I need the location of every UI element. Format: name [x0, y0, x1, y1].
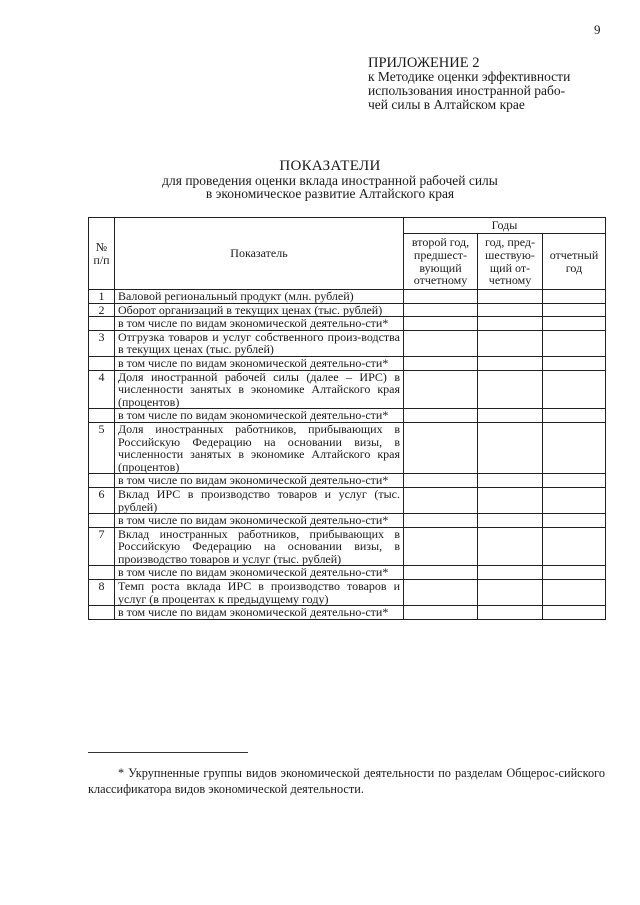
row-value-cell — [404, 303, 478, 317]
row-value-cell — [404, 527, 478, 566]
row-indicator: Доля иностранных работников, прибывающих в Российскую Федерацию на основании визы, в численности занятых в экономике Алтайского края (процентов) — [115, 422, 404, 473]
row-value-cell — [543, 474, 606, 488]
row-value-cell — [478, 303, 543, 317]
year-col-header: год, пред-шествую-щий от-четному — [478, 234, 543, 290]
table-row — [89, 474, 606, 488]
row-value-cell — [404, 290, 478, 304]
row-value-cell — [478, 606, 543, 620]
row-value-cell — [543, 317, 606, 331]
row-number — [89, 409, 115, 423]
row-value-cell — [543, 330, 606, 356]
row-value-cell — [543, 409, 606, 423]
row-indicator: Оборот организаций в текущих ценах (тыс. рублей) — [115, 303, 404, 317]
row-number — [89, 474, 115, 488]
row-number: 5 — [89, 422, 115, 473]
row-indicator: в том числе по видам экономической деятельно-сти* — [115, 566, 404, 580]
row-number: 3 — [89, 330, 115, 356]
footnote-separator — [88, 752, 248, 753]
row-value-cell — [543, 303, 606, 317]
row-value-cell — [543, 527, 606, 566]
row-number — [89, 356, 115, 370]
row-value-cell — [543, 514, 606, 528]
table-row — [89, 580, 606, 606]
row-value-cell — [478, 514, 543, 528]
table-row — [89, 330, 606, 356]
heading-title: ПОКАЗАТЕЛИ — [279, 158, 381, 174]
row-value-cell — [478, 474, 543, 488]
row-number — [89, 566, 115, 580]
row-indicator: Вклад иностранных работников, прибывающих в Российскую Федерацию на основании визы, в производство товаров и услуг (тыс. рублей) — [115, 527, 404, 566]
row-value-cell — [478, 370, 543, 409]
table-row — [89, 487, 606, 513]
col-indicator-header: Показатель — [115, 218, 404, 290]
row-number: 4 — [89, 370, 115, 409]
appendix-title: ПРИЛОЖЕНИЕ 2 — [368, 55, 480, 71]
row-indicator: Вклад ИРС в производство товаров и услуг (тыс. рублей) — [115, 487, 404, 513]
col-years-header: Годы — [404, 218, 606, 234]
row-value-cell — [543, 356, 606, 370]
document-heading — [90, 160, 570, 201]
heading-line: для проведения оценки вклада иностранной рабочей силы — [162, 172, 498, 188]
row-value-cell — [478, 422, 543, 473]
table-row — [89, 409, 606, 423]
col-number-header: № п/п — [89, 218, 115, 290]
row-value-cell — [543, 370, 606, 409]
row-indicator: в том числе по видам экономической деятельно-сти* — [115, 317, 404, 331]
row-value-cell — [404, 422, 478, 473]
year-col-header: второй год, предшест-вующий отчетному — [404, 234, 478, 290]
row-number: 7 — [89, 527, 115, 566]
row-value-cell — [478, 290, 543, 304]
row-indicator: в том числе по видам экономической деятельно-сти* — [115, 474, 404, 488]
row-indicator: в том числе по видам экономической деятельно-сти* — [115, 409, 404, 423]
footnote: * Укрупненные группы видов экономической деятельности по разделам Общерос-сийского классификатора видов экономической деятельности. — [88, 766, 605, 796]
row-value-cell — [404, 330, 478, 356]
row-value-cell — [404, 566, 478, 580]
appendix-line: к Методике оценки эффективности — [368, 69, 571, 84]
indicators-table — [88, 217, 606, 620]
table-row — [89, 527, 606, 566]
row-value-cell — [478, 356, 543, 370]
row-value-cell — [404, 474, 478, 488]
row-indicator: в том числе по видам экономической деятельно-сти* — [115, 514, 404, 528]
row-value-cell — [404, 580, 478, 606]
row-indicator: Доля иностранной рабочей силы (далее – ИРС) в численности занятых в экономике Алтайского края (процентов) — [115, 370, 404, 409]
page-number: 9 — [594, 22, 601, 37]
row-number: 2 — [89, 303, 115, 317]
appendix-line: чей силы в Алтайском крае — [368, 97, 525, 112]
table-row — [89, 370, 606, 409]
row-value-cell — [543, 580, 606, 606]
row-number — [89, 606, 115, 620]
row-value-cell — [404, 514, 478, 528]
row-number: 6 — [89, 487, 115, 513]
table-row — [89, 356, 606, 370]
row-number: 1 — [89, 290, 115, 304]
table-row — [89, 422, 606, 473]
row-value-cell — [543, 290, 606, 304]
row-value-cell — [543, 487, 606, 513]
row-number — [89, 317, 115, 331]
table-row — [89, 514, 606, 528]
row-value-cell — [543, 422, 606, 473]
row-value-cell — [478, 409, 543, 423]
row-number: 8 — [89, 580, 115, 606]
row-value-cell — [404, 370, 478, 409]
row-value-cell — [478, 580, 543, 606]
row-value-cell — [478, 317, 543, 331]
table-row — [89, 303, 606, 317]
row-indicator: в том числе по видам экономической деятельно-сти* — [115, 356, 404, 370]
row-value-cell — [543, 566, 606, 580]
row-value-cell — [404, 606, 478, 620]
row-indicator: Валовой региональный продукт (млн. рублей) — [115, 290, 404, 304]
table-row — [89, 606, 606, 620]
table-row — [89, 566, 606, 580]
row-value-cell — [478, 487, 543, 513]
row-value-cell — [404, 317, 478, 331]
appendix-line: использования иностранной рабо- — [368, 83, 566, 98]
row-indicator: Темп роста вклада ИРС в производство товаров и услуг (в процентах к предыдущему году) — [115, 580, 404, 606]
table-row — [89, 317, 606, 331]
row-value-cell — [543, 606, 606, 620]
row-value-cell — [404, 356, 478, 370]
heading-line: в экономическое развитие Алтайского края — [205, 186, 455, 201]
row-value-cell — [404, 409, 478, 423]
row-value-cell — [404, 487, 478, 513]
row-indicator: Отгрузка товаров и услуг собственного произ-водства в текущих ценах (тыс. рублей) — [115, 330, 404, 356]
row-indicator: в том числе по видам экономической деятельно-сти* — [115, 606, 404, 620]
table-row — [89, 290, 606, 304]
year-col-header: отчетный год — [543, 234, 606, 290]
row-number — [89, 514, 115, 528]
row-value-cell — [478, 330, 543, 356]
appendix-block — [368, 56, 570, 112]
row-value-cell — [478, 527, 543, 566]
row-value-cell — [478, 566, 543, 580]
